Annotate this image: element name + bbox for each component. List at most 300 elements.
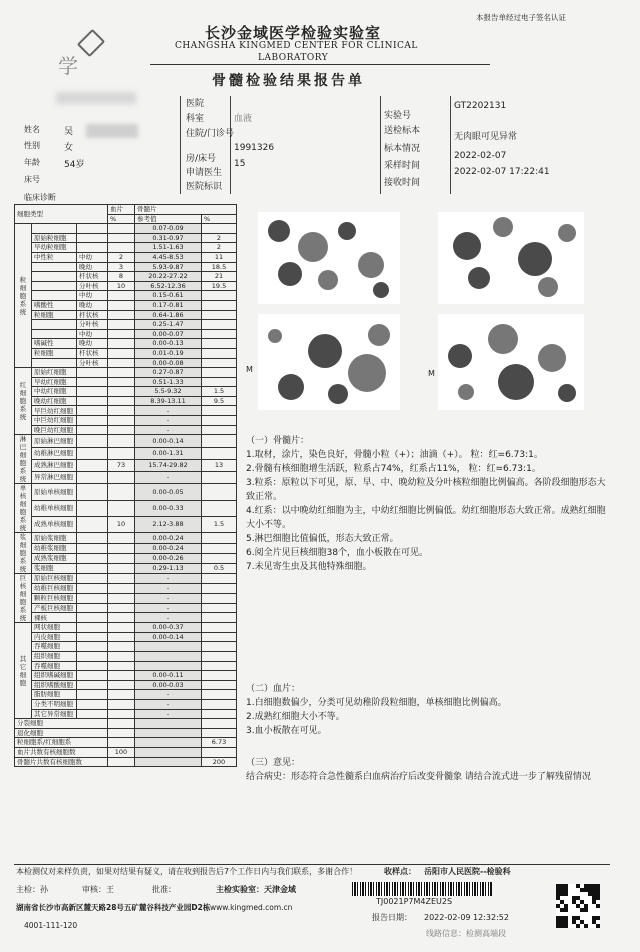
image-mark-1: M	[246, 365, 253, 374]
blood-pct-value	[108, 358, 135, 368]
blood-pct-value	[108, 553, 135, 563]
reference-range: 15.74-29.82	[135, 459, 202, 471]
marrow-pct-value	[202, 310, 237, 320]
blood-pct-value	[108, 348, 135, 358]
table-row	[15, 661, 237, 671]
cell-subname: 晚幼	[77, 339, 108, 349]
reference-range: 0.00-0.37	[135, 623, 202, 633]
cell-subname	[77, 700, 108, 710]
report-time-value: 2022-02-09 12:32:52	[424, 913, 509, 922]
blood-pct-value	[108, 224, 135, 234]
cell-name: 血片共数有核细胞数	[15, 747, 108, 757]
report-barcode	[352, 882, 492, 896]
cell-blob	[358, 252, 384, 278]
cell-name	[32, 272, 77, 282]
left-edge-logo-fragment: 学	[58, 54, 78, 78]
cell-name: 幼稚单核细胞	[32, 500, 77, 516]
cell-name: 嗜酸性	[32, 300, 77, 310]
reference-range: -	[135, 584, 202, 594]
blood-pct-value	[108, 719, 135, 729]
cell-name	[32, 281, 77, 291]
marrow-pct-value	[202, 593, 237, 603]
table-row	[15, 243, 237, 253]
cell-subname: 分叶核	[77, 320, 108, 330]
website: www.kingmed.com.cn	[210, 903, 293, 912]
blood-pct-value	[108, 329, 135, 339]
marrow-pct-value: 18.5	[202, 262, 237, 272]
cell-blob	[318, 270, 338, 290]
cell-name: 网状细胞	[32, 623, 77, 633]
table-row	[15, 300, 237, 310]
marrow-pct-value	[202, 709, 237, 719]
reference-range: -	[135, 574, 202, 584]
patient-left-column: 姓名 吴 性别 女 年龄 54岁 床号 临床诊断	[22, 124, 146, 214]
blood-pct-value	[108, 613, 135, 623]
table-row	[15, 543, 237, 553]
reference-range: 0.00-0.14	[135, 435, 202, 447]
marrow-pct-value	[202, 368, 237, 378]
marrow-pct-value: 19.5	[202, 281, 237, 291]
dept-value: 血液	[234, 114, 253, 124]
reference-range: 0.00-0.24	[135, 533, 202, 543]
cell-blob	[448, 344, 472, 368]
dept-label: 科室	[186, 114, 205, 124]
blood-pct-value: 100	[108, 747, 135, 757]
cell-subname	[77, 416, 108, 426]
table-row	[15, 459, 237, 471]
table-row	[15, 447, 237, 459]
table-row	[15, 500, 237, 516]
blood-pct-value	[108, 435, 135, 447]
col-header-marrow-pct: %	[202, 214, 237, 224]
cell-name	[32, 329, 77, 339]
marrow-pct-value	[202, 719, 237, 729]
cell-blob	[328, 384, 348, 404]
cell-subname	[77, 623, 108, 633]
cell-name	[32, 320, 77, 330]
table-row	[15, 642, 237, 652]
reference-range: 0.07-0.09	[135, 224, 202, 234]
cell-subname	[77, 632, 108, 642]
reference-range: -	[135, 593, 202, 603]
cell-count-table	[14, 204, 237, 767]
collect-label: 采样时间	[384, 161, 421, 171]
cell-subname	[77, 472, 108, 484]
reference-range	[135, 652, 202, 662]
marrow-finding-item: 3.粒系：原粒以下可见，原、早、中、晚幼粒及分叶核粒细胞比例偏高。各阶段细胞形态大致正常。	[246, 478, 606, 502]
cell-subname	[77, 435, 108, 447]
cell-name: 原始巨核细胞	[32, 574, 77, 584]
blood-pct-value	[108, 320, 135, 330]
patient-age-value: 54岁	[64, 160, 85, 170]
reference-range: -	[135, 690, 202, 700]
blood-pct-value	[108, 406, 135, 416]
collect-value: 2022-02-07	[454, 151, 507, 161]
cell-name: 产板巨核细胞	[32, 603, 77, 613]
marrow-pct-value: 1.5	[202, 516, 237, 532]
hospital-label: 医院	[186, 99, 205, 109]
cell-subname	[77, 709, 108, 719]
blood-pct-value	[108, 757, 135, 767]
blood-pct-value	[108, 680, 135, 690]
blood-pct-value	[108, 574, 135, 584]
marrow-image-3	[258, 314, 400, 410]
group-label: 粒细胞系统	[15, 224, 32, 368]
blood-pct-value	[108, 652, 135, 662]
marrow-pct-value	[202, 406, 237, 416]
cell-blob	[493, 217, 513, 237]
cell-blob	[338, 222, 356, 240]
cell-name: 原始浆细胞	[32, 533, 77, 543]
cell-subname: 杆状核	[77, 310, 108, 320]
cell-blob	[278, 374, 304, 400]
cell-name: 骨髓片共数有核细胞数	[15, 757, 108, 767]
table-row	[15, 603, 237, 613]
doctor-label: 申请医生	[186, 168, 223, 178]
table-row	[15, 348, 237, 358]
blood-findings-list	[246, 696, 610, 738]
cell-subname: 分叶核	[77, 358, 108, 368]
marrow-pct-value	[202, 613, 237, 623]
reference-range: 1.51-1.63	[135, 243, 202, 253]
cell-name: 脂肪细胞	[32, 690, 77, 700]
table-row	[15, 368, 237, 378]
received-label: 收样点：	[384, 867, 416, 876]
marrow-pct-value: 13	[202, 459, 237, 471]
marrow-pct-value	[202, 623, 237, 633]
reference-range: 5.93-9.87	[135, 262, 202, 272]
marrow-pct-value	[202, 700, 237, 710]
blood-pct-value	[108, 671, 135, 681]
blood-pct-value	[108, 339, 135, 349]
bed-value: 15	[234, 159, 246, 169]
blood-finding-item: 3.血小板散在可见。	[246, 726, 327, 736]
table-row	[15, 623, 237, 633]
marrow-pct-value	[202, 291, 237, 301]
table-row	[15, 416, 237, 426]
cell-name: 吞噬细胞	[32, 642, 77, 652]
cell-name: 其它异常细胞	[32, 709, 77, 719]
marrow-pct-value: 200	[202, 757, 237, 767]
table-row	[15, 387, 237, 397]
cell-name: 组织嗜碱细胞	[32, 671, 77, 681]
marrow-pct-value	[202, 728, 237, 738]
marrow-pct-value	[202, 584, 237, 594]
table-row	[15, 728, 237, 738]
table-row	[15, 291, 237, 301]
cell-name: 原始淋巴细胞	[32, 435, 77, 447]
blood-pct-value: 10	[108, 281, 135, 291]
marrow-pct-value	[202, 472, 237, 484]
qr-code	[556, 884, 600, 928]
marrow-pct-value	[202, 553, 237, 563]
blood-pct-value	[108, 543, 135, 553]
col-header-name: 细胞类型	[15, 205, 108, 224]
blood-pct-value	[108, 533, 135, 543]
table-row	[15, 533, 237, 543]
reference-range: -	[135, 425, 202, 435]
reference-range: 0.00-0.08	[135, 358, 202, 368]
table-row	[15, 709, 237, 719]
table-row	[15, 484, 237, 500]
table-row	[15, 516, 237, 532]
cell-name	[32, 291, 77, 301]
table-row	[15, 262, 237, 272]
cell-name: 晚幼红细胞	[32, 396, 77, 406]
blood-pct-value	[108, 623, 135, 633]
table-row	[15, 690, 237, 700]
cell-blob	[538, 277, 558, 297]
table-row	[15, 671, 237, 681]
table-row	[15, 435, 237, 447]
cell-subname	[77, 652, 108, 662]
main-lab: 主检实验室：天津金域	[216, 885, 296, 894]
cell-name: 粒细胞	[32, 348, 77, 358]
marrow-image-1	[258, 212, 400, 304]
table-row	[15, 574, 237, 584]
cell-blob	[488, 324, 518, 354]
group-label: 淋巴细胞系统	[15, 435, 32, 484]
col-header-marrow: 骨髓片	[135, 205, 237, 215]
blood-pct-value	[108, 690, 135, 700]
group-label: 巨核细胞系统	[15, 574, 32, 623]
cell-name	[32, 224, 77, 234]
cell-name: 成熟单核细胞	[32, 516, 77, 532]
marrow-pct-value: 2	[202, 243, 237, 253]
cell-subname	[77, 396, 108, 406]
blood-pct-value	[108, 603, 135, 613]
reference-range	[135, 642, 202, 652]
cell-name: 中巨幼红细胞	[32, 416, 77, 426]
cell-name: 内皮细胞	[32, 632, 77, 642]
reference-range: 0.00-0.24	[135, 543, 202, 553]
marrow-pct-value: 9.5	[202, 396, 237, 406]
address: 湖南省长沙市高新区麓天路28号五矿麓谷科技产业园D2栋	[16, 903, 211, 912]
opinion-text: 结合病史：形态符合急性髓系白血病治疗后改变骨髓象 请结合流式进一步了解残留情况	[246, 772, 591, 782]
cell-subname	[77, 387, 108, 397]
table-row	[15, 320, 237, 330]
blood-pct-value	[108, 593, 135, 603]
cell-name: 组织细胞	[32, 652, 77, 662]
cell-name: 幼稚淋巴细胞	[32, 447, 77, 459]
reference-range: 0.15-0.61	[135, 291, 202, 301]
blood-pct-value: 8	[108, 272, 135, 282]
cell-subname: 中幼	[77, 329, 108, 339]
cell-subname: 杆状核	[77, 272, 108, 282]
table-row	[15, 553, 237, 563]
reference-range: 0.00-0.03	[135, 680, 202, 690]
opinion-block	[246, 756, 610, 784]
reference-range: -	[135, 603, 202, 613]
marrow-image-4	[438, 314, 584, 410]
reference-range: -	[135, 406, 202, 416]
cell-name: 分类不明细胞	[32, 700, 77, 710]
table-row	[15, 233, 237, 243]
table-row	[15, 632, 237, 642]
table-row	[15, 719, 237, 729]
group-label: 浆细胞系统	[15, 533, 32, 574]
marrow-pct-value: 21	[202, 272, 237, 282]
blood-pct-value	[108, 291, 135, 301]
cell-name: 粒细胞系/红细胞系	[15, 738, 108, 748]
marrow-finding-item: 7.未见寄生虫及其他特殊细胞。	[246, 562, 372, 572]
marrow-finding-item: 6.阅全片见巨核细胞38个，血小板散在可见。	[246, 548, 429, 558]
blood-pct-value	[108, 500, 135, 516]
cell-subname	[77, 642, 108, 652]
blood-pct-value	[108, 738, 135, 748]
cell-subname	[77, 425, 108, 435]
id-value: 1991326	[234, 143, 275, 153]
blood-pct-value: 2	[108, 252, 135, 262]
cell-subname	[77, 500, 108, 516]
cell-blob	[538, 344, 566, 372]
phone: 4001-111-120	[24, 921, 78, 930]
cell-name: 中性粒	[32, 252, 77, 262]
marrow-pct-value	[202, 533, 237, 543]
blood-pct-value	[108, 584, 135, 594]
blood-title: （二）血片：	[246, 684, 301, 694]
cell-blob	[268, 329, 282, 343]
cell-blob	[558, 384, 576, 402]
bed-label: 房/床号	[186, 154, 217, 164]
reference-range: 0.00-0.11	[135, 671, 202, 681]
blood-pct-value	[108, 447, 135, 459]
table-row	[15, 613, 237, 623]
report-title: 骨髓检验结果报告单	[212, 73, 365, 89]
cell-name: 幼稚巨核细胞	[32, 584, 77, 594]
marrow-pct-value	[202, 348, 237, 358]
cell-subname	[77, 680, 108, 690]
patient-name-value: 吴	[64, 127, 74, 137]
blood-pct-value	[108, 472, 135, 484]
table-row	[15, 564, 237, 574]
id-label: 住院/门诊号	[186, 129, 235, 139]
table-row	[15, 738, 237, 748]
reference-range: 20.22-27.22	[135, 272, 202, 282]
approver: 批准：	[152, 885, 176, 894]
lab-name-cn: 长沙金域医学检验实验室	[205, 24, 382, 42]
reference-range	[135, 719, 202, 729]
cell-name: 裸核	[32, 613, 77, 623]
reference-range: 0.00-0.26	[135, 553, 202, 563]
marrow-image-2	[438, 212, 584, 304]
reference-range	[135, 747, 202, 757]
reference-range: 0.17-0.81	[135, 300, 202, 310]
cell-name	[32, 262, 77, 272]
table-row	[15, 339, 237, 349]
cell-blob	[518, 242, 552, 276]
reference-range: 4.45-8.53	[135, 252, 202, 262]
table-row	[15, 700, 237, 710]
blood-pct-value	[108, 709, 135, 719]
cell-name: 成熟淋巴细胞	[32, 459, 77, 471]
cell-subname: 分叶核	[77, 281, 108, 291]
reference-range: 0.31-0.97	[135, 233, 202, 243]
blood-pct-value	[108, 642, 135, 652]
col-header-blood-pct: %	[108, 214, 135, 224]
cell-subname	[77, 459, 108, 471]
marrow-pct-value: 1.5	[202, 387, 237, 397]
opinion-title: （三）意见：	[246, 758, 301, 768]
kingmed-logo-icon	[77, 29, 105, 57]
barcode-text: TJ0021P7M4ZEU2S	[376, 897, 453, 906]
receive-value: 2022-02-07 17:22:41	[454, 167, 550, 177]
blood-pct-value	[108, 632, 135, 642]
sample-no-value: GT2202131	[454, 101, 507, 111]
cell-subname	[77, 406, 108, 416]
marrow-finding-item: 1.取材，涂片，染色良好，骨髓小粒（+）；油滴（+）。 粒：红=6.73:1。	[246, 450, 543, 460]
blood-pct-value	[108, 368, 135, 378]
blood-pct-value	[108, 243, 135, 253]
marrow-pct-value	[202, 500, 237, 516]
marrow-pct-value	[202, 300, 237, 310]
cell-subname	[77, 564, 108, 574]
patient-info-block	[150, 96, 596, 194]
blood-finding-item: 2.成熟红细胞大小不等。	[246, 712, 345, 722]
report-time-label: 报告日期：	[372, 913, 412, 922]
cell-name: 早幼红细胞	[32, 377, 77, 387]
reference-range: 6.52-12.36	[135, 281, 202, 291]
marrow-pct-value	[202, 543, 237, 553]
cell-subname	[77, 690, 108, 700]
reference-range: 0.00-0.14	[135, 632, 202, 642]
cell-subname	[77, 377, 108, 387]
marrow-pct-value	[202, 574, 237, 584]
blood-pct-value: 10	[108, 516, 135, 532]
reference-range: 0.29-1.13	[135, 564, 202, 574]
table-row	[15, 224, 237, 234]
reference-range: 0.25-1.47	[135, 320, 202, 330]
specimen-label: 送检标本	[384, 126, 421, 136]
marrow-findings-list	[246, 448, 610, 574]
reference-range: 8.39-13.11	[135, 396, 202, 406]
cell-blob	[458, 384, 474, 400]
reference-range	[135, 728, 202, 738]
marrow-pct-value: 0.5	[202, 564, 237, 574]
marrow-pct-value	[202, 435, 237, 447]
marrow-pct-value	[202, 358, 237, 368]
blood-pct-value	[108, 728, 135, 738]
cell-subname	[77, 543, 108, 553]
blood-pct-value	[108, 387, 135, 397]
cell-subname	[77, 368, 108, 378]
table-row	[15, 747, 237, 757]
marrow-pct-value	[202, 652, 237, 662]
cell-blob	[368, 324, 390, 346]
cell-name: 幼稚浆细胞	[32, 543, 77, 553]
cell-subname	[77, 603, 108, 613]
header-divider	[150, 64, 490, 65]
cell-name: 中幼红细胞	[32, 387, 77, 397]
reference-range	[135, 757, 202, 767]
cell-name: 退化细胞	[15, 728, 108, 738]
cell-subname	[77, 243, 108, 253]
blood-finding-item: 1.白细胞数偏少，分类可见幼稚阶段粒细胞，单核细胞比例偏高。	[246, 698, 507, 708]
col-header-ref: 参考值	[135, 214, 202, 224]
marrow-pct-value	[202, 661, 237, 671]
table-row	[15, 757, 237, 767]
reference-range: -	[135, 613, 202, 623]
cell-subname	[77, 447, 108, 459]
blood-findings-block	[246, 682, 610, 738]
cell-name: 分裂细胞	[15, 719, 108, 729]
reference-range: -	[135, 709, 202, 719]
table-row	[15, 425, 237, 435]
cell-subname	[77, 613, 108, 623]
cell-name: 浆细胞	[32, 564, 77, 574]
lab-name-en-line1: CHANGSHA KINGMED CENTER FOR CLINICAL	[175, 41, 418, 51]
group-label: 红细胞系统	[15, 368, 32, 435]
